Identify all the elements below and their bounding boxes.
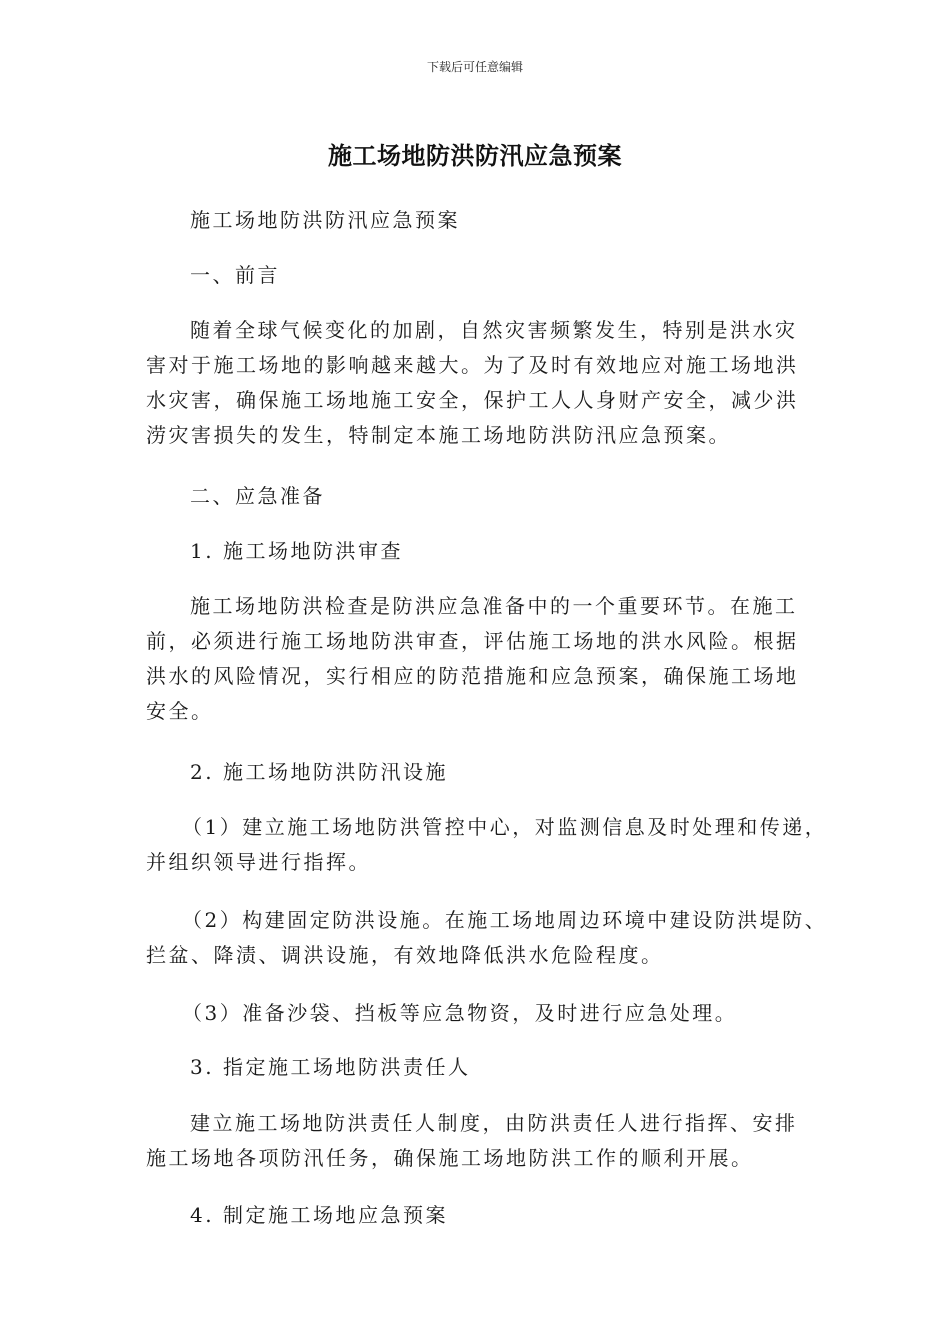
text-line: 二、应急准备 [190,484,325,508]
paragraph-inspection [146,589,826,729]
text-line: 随着全球气候变化的加剧，自然灾害频繁发生，特别是洪水灾 [190,318,798,342]
subheading-1 [146,534,826,569]
section-heading-preparation [146,479,826,514]
text-line: 施工场地各项防汛任务，确保施工场地防洪工作的顺利开展。 [146,1146,754,1170]
section-heading-preface [146,258,826,293]
text-line: 建立施工场地防洪责任人制度，由防洪责任人进行指挥、安排 [190,1111,798,1135]
list-item-1 [146,810,826,880]
list-item-3 [146,996,826,1031]
text-line: 并组织领导进行指挥。 [146,850,371,874]
text-line: 施工场地防洪防汛应急预案 [190,208,460,232]
text-line: （1）建立施工场地防洪管控中心，对监测信息及时处理和传递， [182,815,828,839]
text-line: 2. 施工场地防洪防汛设施 [190,760,448,784]
text-line: 1. 施工场地防洪审查 [190,539,403,563]
paragraph-subtitle [146,203,826,238]
text-line: 一、前言 [190,263,280,287]
text-line: 3. 指定施工场地防洪责任人 [190,1055,471,1079]
text-line: 洪水的风险情况，实行相应的防范措施和应急预案，确保施工场地 [146,664,799,688]
text-line: 害对于施工场地的影响越来越大。为了及时有效地应对施工场地洪 [146,353,799,377]
text-line: 施工场地防洪检查是防洪应急准备中的一个重要环节。在施工 [190,594,798,618]
subheading-3 [146,1050,826,1085]
text-line: 安全。 [146,699,214,723]
text-line: 水灾害，确保施工场地施工安全，保护工人人身财产安全，减少洪 [146,388,799,412]
paragraph-preface-body [146,313,826,453]
text-line: （2）构建固定防洪设施。在施工场地周边环境中建设防洪堤防、 [182,908,828,932]
subheading-4 [146,1198,826,1233]
paragraph-responsibility [146,1106,826,1176]
subheading-2 [146,755,826,790]
text-line: 拦盆、降渍、调洪设施，有效地降低洪水危险程度。 [146,943,664,967]
document-title: 施工场地防洪防汛应急预案 [328,142,622,170]
list-item-2 [146,903,826,973]
text-line: 前，必须进行施工场地防洪审查，评估施工场地的洪水风险。根据 [146,629,799,653]
text-line: （3）准备沙袋、挡板等应急物资，及时进行应急处理。 [182,1001,738,1025]
header-note: 下载后可任意编辑 [426,60,523,74]
text-line: 4. 制定施工场地应急预案 [190,1203,448,1227]
text-line: 涝灾害损失的发生，特制定本施工场地防洪防汛应急预案。 [146,423,731,447]
